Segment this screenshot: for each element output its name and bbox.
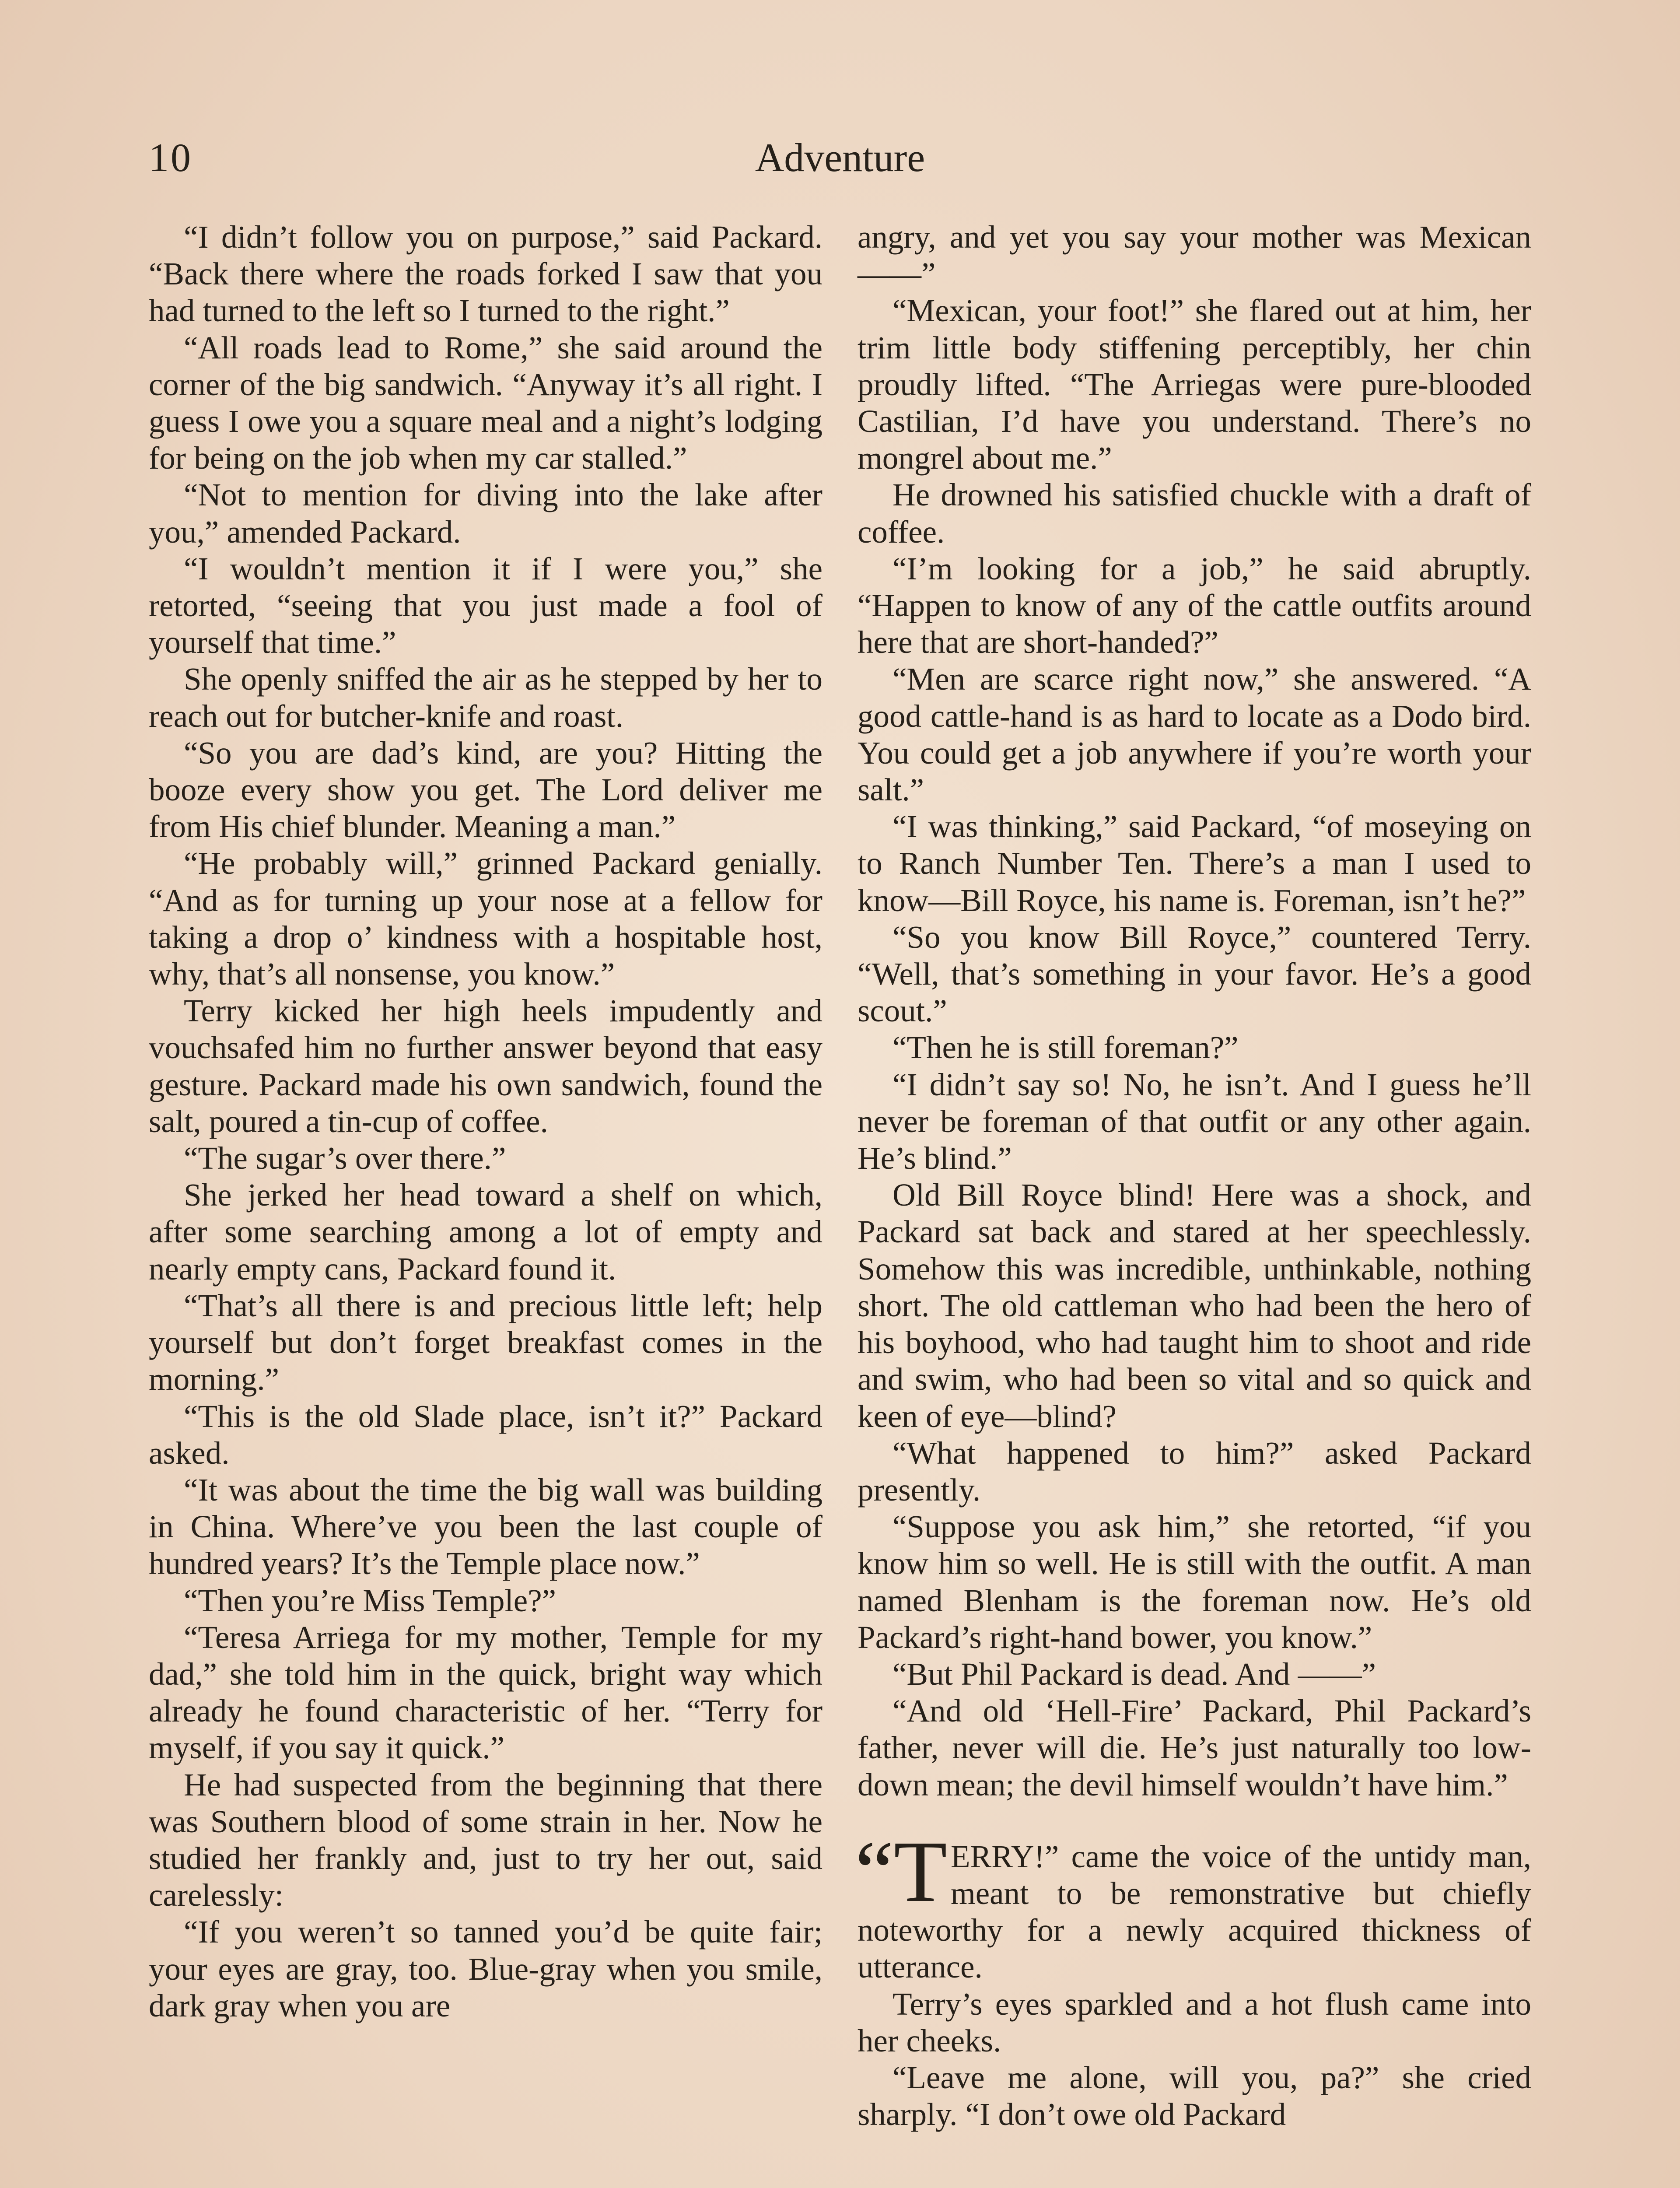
drop-cap <box>855 1823 947 1920</box>
right-column <box>855 219 1531 2133</box>
paragraph: Terry kicked her high heels impudently and vouchsafed him no further answer beyond that easy gesture. Packard made his own sandwich, found the salt, poured a tin-cup of coffee. <box>149 993 822 1139</box>
paragraph: “This is the old Slade place, isn’t it?” Packard asked. <box>149 1398 822 1471</box>
paragraph: He drowned his satisfied chuckle with a draft of coffee. <box>858 477 1531 550</box>
paragraph: He had suspected from the beginning that there was Southern blood of some strain in her. Now he studied her frankly and, just to try her out, said carelessly: <box>149 1767 822 1913</box>
paragraph: “Not to mention for diving into the lake after you,” amended Packard. <box>149 477 822 550</box>
paragraph: “Men are scarce right now,” she answered. “A good cattle-hand is as hard to locate as a Dodo bird. You could get a job anywhere if you’re worth your salt.” <box>858 661 1531 808</box>
paragraph: “Then he is still foreman?” <box>892 1030 1239 1066</box>
paragraph: “I’m looking for a job,” he said abruptly. “Happen to know of any of the cattle outfits around here that are short-handed?” <box>858 551 1531 660</box>
paragraph: “I didn’t say so! No, he isn’t. And I guess he’ll never be foreman of that outfit or any other again. He’s blind.” <box>858 1066 1531 1176</box>
paragraph: “Then you’re Miss Temple?” <box>184 1582 556 1618</box>
paragraph: “Teresa Arriega for my mother, Temple for my dad,” she told him in the quick, bright way which already he found characteristic of her. “Terry for myself, if you say it quick.” <box>149 1619 822 1766</box>
paragraph: “And old ‘Hell-Fire’ Packard, Phil Packard’s father, never will die. He’s just naturally too low-down mean; the devil himself wouldn’t have him.” <box>858 1693 1531 1802</box>
paragraph: She jerked her head toward a shelf on which, after some searching among a lot of empty and nearly empty cans, Packard found it. <box>149 1177 822 1287</box>
drop-cap-letter: T <box>893 1823 947 1920</box>
section-break-text: ERRY!” came the voice of the untidy man, meant to be remonstrative but chiefly noteworthy for a newly acquired thickness of utterance. <box>858 1838 1531 1985</box>
running-header <box>149 127 1531 188</box>
paragraph-continued: angry, and yet you say your mother was Mexican——” <box>858 219 1531 292</box>
paragraph: “If you weren’t so tanned you’d be quite fair; your eyes are gray, too. Blue-gray when you smile, dark gray when you are <box>149 1914 822 2023</box>
paragraph: “So you are dad’s kind, are you? Hitting the booze every show you get. The Lord deliver me from His chief blunder. Meaning a man.” <box>149 735 822 845</box>
paragraph: “Leave me alone, will you, pa?” she cried sharply. “I don’t owe old Packard <box>858 2059 1531 2132</box>
paragraph: “He probably will,” grinned Packard genially. “And as for turning up your nose at a fellow for taking a drop o’ kindness with a hospitable host, why, that’s all nonsense, you know.” <box>149 845 822 992</box>
running-title: Adventure <box>755 135 925 180</box>
paragraph: She openly sniffed the air as he stepped by her to reach out for butcher-knife and roast. <box>149 661 822 734</box>
paragraph: “That’s all there is and precious little left; help yourself but don’t forget breakfast comes in the morning.” <box>149 1287 822 1397</box>
paragraph: “What happened to him?” asked Packard presently. <box>858 1435 1531 1508</box>
paragraph: “All roads lead to Rome,” she said around the corner of the big sandwich. “Anyway it’s all right. I guess I owe you a square meal and a night’s lodging for being on the job when my car stalled.” <box>149 330 822 476</box>
paragraph: “Mexican, your foot!” she flared out at him, her trim little body stiffening perceptibly, her chin proudly lifted. “The Arriegas were pure-blooded Castilian, I’d have you understand. There’s no mongrel about me.” <box>858 293 1531 476</box>
paragraph: “I was thinking,” said Packard, “of moseying on to Ranch Number Ten. There’s a man I used to know—Bill Royce, his name is. Foreman, isn’t he?” <box>858 809 1531 918</box>
paragraph: “I didn’t follow you on purpose,” said Packard. “Back there where the roads forked I saw that you had turned to the left so I turned to the right.” <box>149 219 822 329</box>
paragraph: “Suppose you ask him,” she retorted, “if you know him so well. He is still with the outfit. A man named Blenham is the foreman now. He’s old Packard’s right-hand bower, you know.” <box>858 1509 1531 1655</box>
paragraph: Terry’s eyes sparkled and a hot flush came into her cheeks. <box>858 1986 1531 2058</box>
paragraph: “I wouldn’t mention it if I were you,” she retorted, “seeing that you just made a fool of yourself that time.” <box>149 551 822 660</box>
paragraph: “It was about the time the big wall was building in China. Where’ve you been the last couple of hundred years? It’s the Temple place now.” <box>149 1472 822 1581</box>
paragraph: Old Bill Royce blind! Here was a shock, and Packard sat back and stared at her speechlessly. Somehow this was incredible, unthinkable, nothing short. The old cattleman who had been the hero of his boyhood, who had taught him to shoot and ride and swim, who had been so vital and so quick and keen of eye—blind? <box>858 1177 1531 1434</box>
drop-cap-quote: “ <box>855 1823 894 1920</box>
section-break-paragraph <box>855 1823 1531 1986</box>
paragraph: “But Phil Packard is dead. And ——” <box>892 1656 1376 1692</box>
page-number: 10 <box>149 135 192 180</box>
left-column <box>149 219 822 2024</box>
paragraph: “The sugar’s over there.” <box>184 1140 506 1176</box>
paragraph: “So you know Bill Royce,” countered Terry. “Well, that’s something in your favor. He’s a good scout.” <box>858 919 1531 1029</box>
